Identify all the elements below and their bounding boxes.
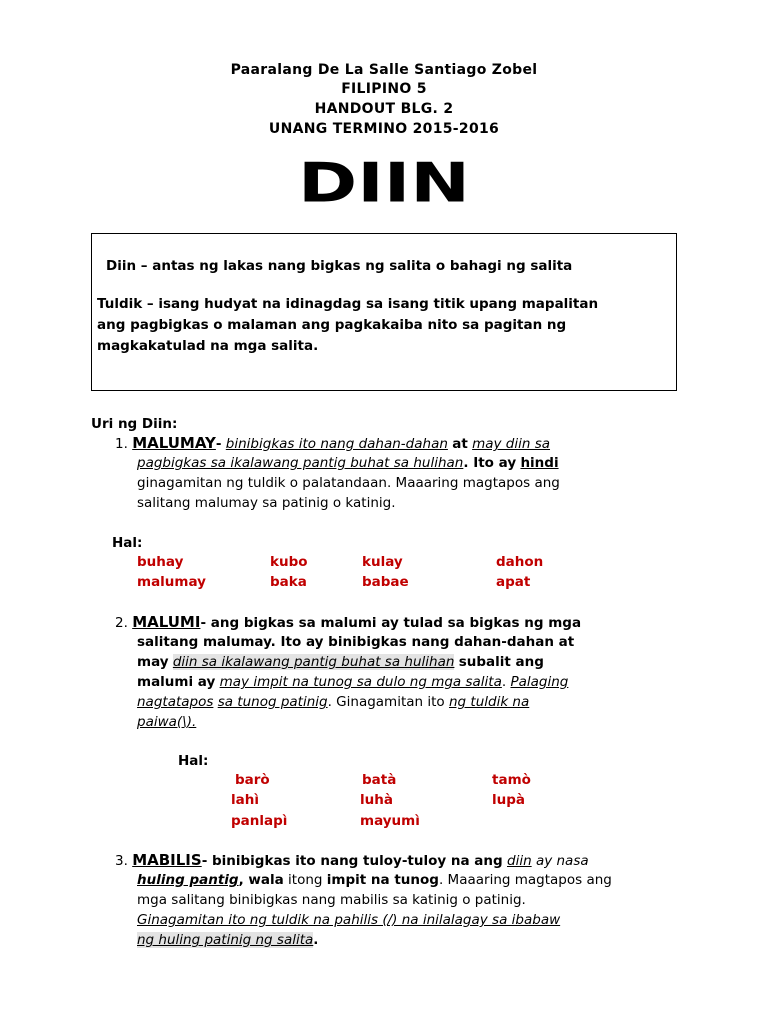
tuldik-definition-line1: Tuldik – isang hudyat na idinagdag sa isang titik upang mapalitan — [97, 296, 599, 312]
school-name: Paaralang De La Salle Santiago Zobel — [230, 62, 538, 78]
malumi-term: MALUMI — [132, 613, 201, 631]
malumay-hal-label: Hal: — [112, 535, 143, 551]
term-label: UNANG TERMINO 2015-2016 — [268, 121, 500, 137]
malumi-line1: 2. MALUMI- ang bigkas sa malumi ay tulad sa bigkas ng mga — [115, 613, 582, 631]
example-word: panlapì — [231, 813, 288, 829]
malumay-desc2: may diin sa — [472, 436, 551, 452]
mabilis-line3: mga salitang binibigkas nang mabilis sa katinig o patinig. — [137, 892, 526, 908]
example-word: barò — [235, 772, 270, 788]
example-word: batà — [362, 772, 397, 788]
malumi-line5: nagtatapos sa tunog patinig. Ginagamitan ito ng tuldik na — [137, 694, 530, 710]
example-word: tamò — [492, 772, 531, 788]
example-word: kubo — [270, 554, 308, 570]
tuldik-definition-line3: magkakatulad na mga salita. — [97, 338, 319, 354]
malumay-line1: 1. MALUMAY- binibigkas ito nang dahan-dahan at may diin sa — [115, 434, 551, 452]
example-word: kulay — [362, 554, 403, 570]
malumay-term: MALUMAY — [132, 434, 216, 452]
title-text: DIIN — [298, 160, 470, 212]
example-word: malumay — [137, 574, 206, 590]
mabilis-line2: huling pantig, wala itong impit na tunog. Maaaring magtapos ang — [137, 872, 612, 888]
malumi-line6: paiwa(\). — [137, 714, 197, 730]
example-word: lupà — [492, 792, 526, 808]
mabilis-line4: Ginagamitan ito ng tuldik na pahilis (/) na inilalagay sa ibabaw — [137, 912, 561, 928]
mabilis-line5: ng huling patinig ng salita. — [137, 932, 319, 948]
handout-number: HANDOUT BLG. 2 — [314, 101, 454, 117]
title-wordart — [296, 160, 472, 212]
malumi-line3: may diin sa ikalawang pantig buhat sa hulihan subalit ang — [137, 654, 544, 670]
example-word: apat — [496, 574, 531, 590]
example-word: baka — [270, 574, 307, 590]
malumay-line2: pagbigkas sa ikalawang pantig buhat sa hulihan. Ito ay hindi — [137, 455, 559, 471]
malumi-number: 2. — [115, 615, 128, 631]
malumay-number: 1. — [115, 436, 128, 452]
tuldik-definition-line2: ang pagbigkas o malaman ang pagkakaiba nito sa pagitan ng — [97, 317, 567, 333]
malumi-line2: salitang malumay. Ito ay binibigkas nang dahan-dahan at — [137, 634, 575, 650]
malumi-line4: malumi ay may impit na tunog sa dulo ng mga salita. Palaging — [137, 674, 569, 690]
example-word: lahì — [231, 792, 259, 808]
hindi-emphasis: hindi — [520, 455, 559, 471]
example-word: mayumì — [360, 813, 420, 829]
uri-heading: Uri ng Diin: — [91, 416, 178, 432]
example-word: buhay — [137, 554, 184, 570]
mabilis-line1: 3. MABILIS- binibigkas ito nang tuloy-tuloy na ang diin ay nasa — [115, 851, 589, 869]
subject-title: FILIPINO 5 — [341, 81, 427, 97]
diin-definition: Diin – antas ng lakas nang bigkas ng salita o bahagi ng salita — [106, 258, 573, 274]
malumay-line3: ginagamitan ng tuldik o palatandaan. Maaaring magtapos ang — [137, 475, 560, 491]
malumay-line4: salitang malumay sa patinig o katinig. — [137, 495, 396, 511]
mabilis-number: 3. — [115, 853, 128, 869]
malumi-hal-label: Hal: — [178, 753, 209, 769]
example-word: luhà — [360, 792, 393, 808]
example-word: dahon — [496, 554, 544, 570]
malumay-desc1: binibigkas ito nang dahan-dahan — [225, 436, 448, 452]
example-word: babae — [362, 574, 409, 590]
mabilis-term: MABILIS — [132, 851, 202, 869]
